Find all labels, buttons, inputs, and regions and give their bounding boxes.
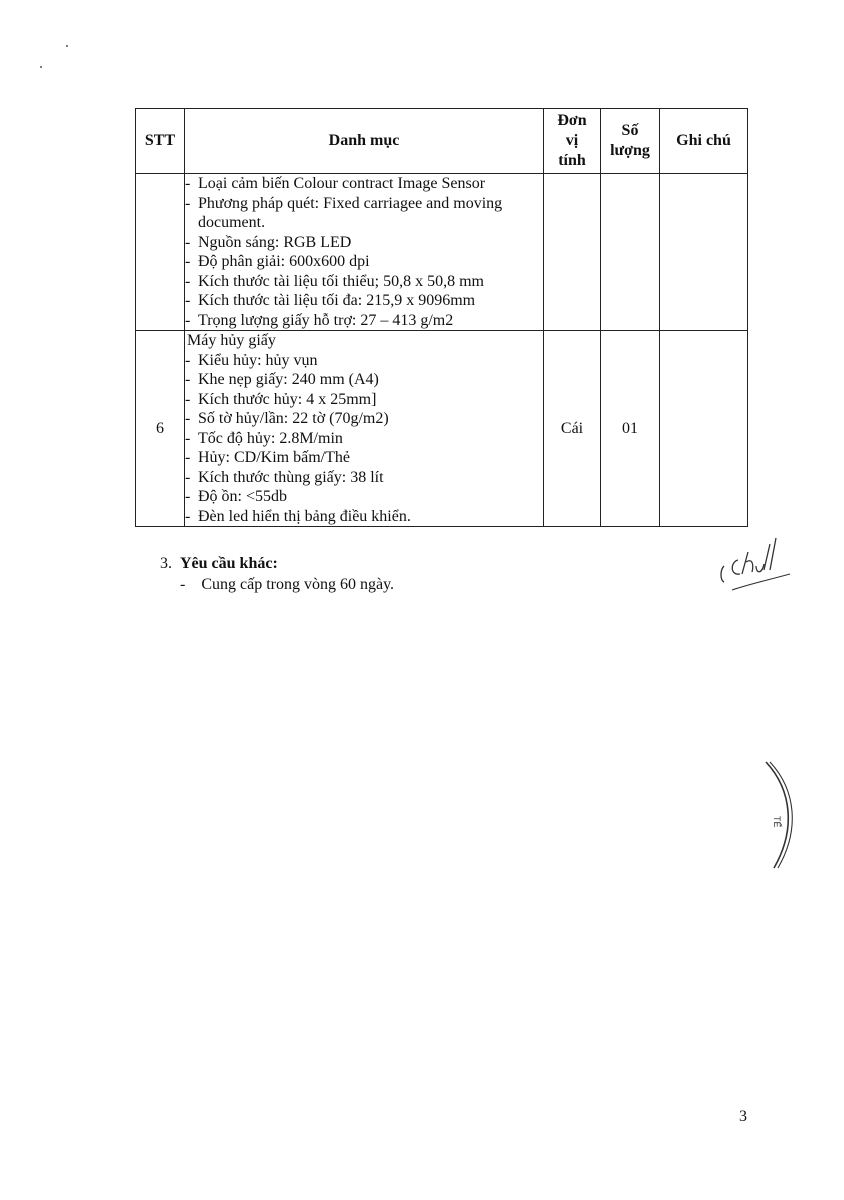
stamp-edge-icon [762, 760, 802, 870]
scanner-spec-cell [185, 174, 544, 331]
spec-line: - Kích thước thùng giấy: 38 lít [185, 468, 384, 486]
section-title: Yêu cầu khác: [180, 555, 278, 572]
spec-line: - Kiểu hủy: hủy vụn [185, 351, 318, 369]
scan-speck [40, 66, 42, 68]
spec-line: - Kích thước tài liệu tối đa: 215,9 x 9096mm [185, 292, 476, 309]
header-danh-muc: Danh mục [185, 109, 544, 174]
spec-line: - Độ ồn: <55db [185, 488, 288, 505]
spec-line: - Phương pháp quét: Fixed carriagee and moving document. [185, 194, 503, 231]
row-qty-cell: 01 [601, 331, 660, 527]
item-title: Máy hủy giấy [187, 332, 276, 349]
spec-line: - Kích thước hủy: 4 x 25mm] [185, 390, 377, 408]
dash-mark: - [185, 410, 191, 427]
dash-mark: - [185, 468, 191, 486]
signature-icon [712, 530, 792, 602]
row-unit-cell: Cái [544, 331, 601, 527]
dash-mark: - [180, 576, 186, 593]
row-stt-cell: 6 [136, 331, 185, 527]
dash-mark: - [185, 175, 191, 192]
dash-mark: - [185, 507, 191, 525]
dash-mark: - [185, 371, 191, 388]
spec-line: - Nguồn sáng: RGB LED [185, 233, 352, 251]
spec-line: - Khe nẹp giấy: 240 mm (A4) [185, 371, 379, 388]
page-number: 3 [739, 1108, 747, 1125]
dash-mark: - [185, 311, 191, 329]
dash-mark: - [185, 429, 191, 447]
scan-speck [66, 45, 68, 47]
spec-line: - Số tờ hủy/lần: 22 tờ (70g/m2) [185, 410, 389, 427]
spec-line: - Tốc độ hủy: 2.8M/min [185, 429, 343, 447]
dash-mark: - [185, 390, 191, 408]
dash-mark: - [185, 449, 191, 466]
equipment-table [135, 108, 748, 527]
row-note-cell [660, 331, 748, 527]
other-requirements-heading [160, 553, 278, 574]
spec-line: - Trọng lượng giấy hỗ trợ: 27 – 413 g/m2 [185, 311, 454, 329]
spec-line: - Kích thước tài liệu tối thiểu; 50,8 x 50,8 mm [185, 272, 484, 290]
row-note-cell [660, 174, 748, 331]
dash-mark: - [185, 351, 191, 369]
header-ghi-chu: Ghi chú [660, 109, 748, 174]
dash-mark: - [185, 194, 191, 212]
row-stt-cell [136, 174, 185, 331]
requirement-text: Cung cấp trong vòng 60 ngày. [201, 576, 395, 593]
spec-line: - Độ phân giải: 600x600 dpi [185, 253, 370, 270]
header-so-luong: Số lượng [601, 109, 660, 174]
spec-line: - Loại cảm biến Colour contract Image Sensor [185, 175, 486, 192]
shredder-spec-cell [185, 331, 544, 527]
requirement-item [180, 574, 394, 595]
header-don-vi-tinh: Đơn vị tính [544, 109, 601, 174]
spec-line: - Đèn led hiển thị bảng điều khiển. [185, 507, 411, 525]
row-unit-cell [544, 174, 601, 331]
header-stt: STT [136, 109, 185, 174]
dash-mark: - [185, 253, 191, 270]
dash-mark: - [185, 272, 191, 290]
svg-text:TẾ: TẾ [772, 816, 782, 828]
table-row [136, 331, 748, 527]
spec-line: - Hủy: CD/Kim bấm/Thẻ [185, 449, 350, 466]
dash-mark: - [185, 292, 191, 309]
dash-mark: - [185, 233, 191, 251]
table-header-row [136, 109, 748, 174]
row-qty-cell [601, 174, 660, 331]
dash-mark: - [185, 488, 191, 505]
table-row [136, 174, 748, 331]
section-number: 3. [160, 555, 172, 572]
